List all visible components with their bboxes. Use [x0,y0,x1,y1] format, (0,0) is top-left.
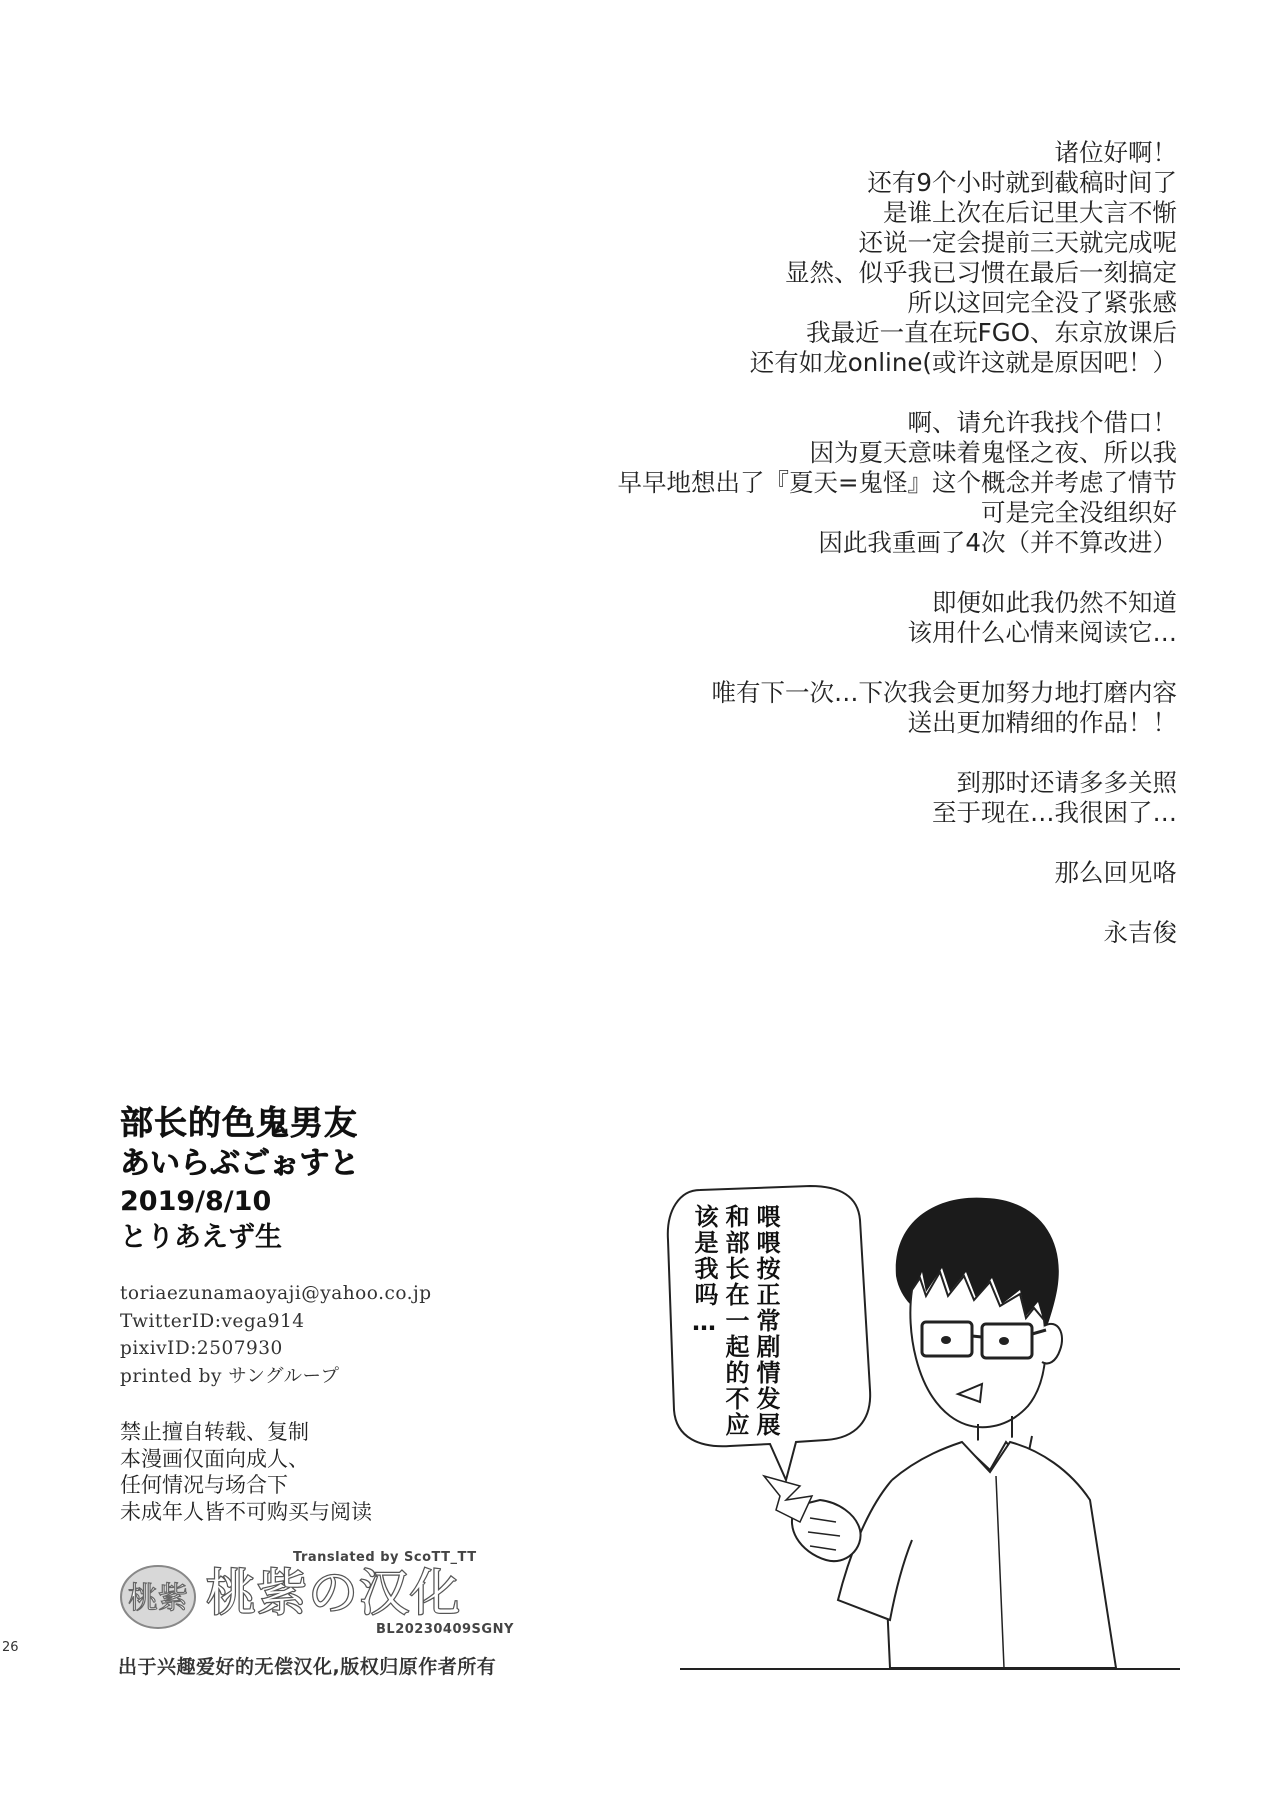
afterword-line: 诸位好啊！ [1054,138,1177,167]
author-signature: 永吉俊 [1103,918,1177,947]
speech-line: 不应该是我吗… [690,1204,749,1438]
afterword-line: 我最近一直在玩FGO、东京放课后 [806,318,1177,347]
speech-line: 和部长在一起的 [721,1204,749,1386]
afterword-line: 还说一定会提前三天就完成呢 [858,228,1177,257]
colophon [120,1102,600,1256]
afterword-line: 到那时还请多多关照 [956,768,1177,797]
translator-credit: Translated by ScoTT_TT [293,1550,477,1565]
book-title: 部长的色鬼男友 [120,1103,358,1142]
book-subtitle: あいらぶごぉすと [120,1146,360,1181]
twitter-id: TwitterID:vega914 [120,1310,305,1332]
glasses-bridge [972,1336,982,1337]
shirt-body [886,1442,1116,1668]
afterword-line: 因此我重画了4次（并不算改进） [818,528,1177,557]
group-name: 桃紫の汉化 [206,1564,461,1622]
notice-line: 禁止擅自转载、复制 [120,1420,309,1444]
notice-line: 本漫画仅面向成人、 [120,1446,309,1471]
afterword-line: 该用什么心情来阅读它… [907,618,1177,647]
left-eye [941,1336,951,1344]
publication-date: 2019/8/10 [120,1186,272,1217]
speech-text [688,1204,781,1440]
group-code: BL20230409SGNY [376,1622,514,1637]
afterword-paragraph [477,768,1177,828]
afterword-line: 至于现在…我很困了… [932,798,1177,827]
afterword-line: 唯有下一次…下次我会更加努力地打磨内容 [711,678,1177,707]
afterword-line: 即便如此我仍然不知道 [932,588,1177,617]
afterword-line: 因为夏天意味着鬼怪之夜、所以我 [809,438,1177,467]
afterword-line: 还有如龙online(或许这就是原因吧！） [749,348,1177,377]
afterword-line: 是谁上次在后记里大言不惭 [883,198,1177,227]
right-eye [999,1337,1009,1345]
notice-line: 任何情况与场合下 [120,1473,288,1497]
afterword-closing: 那么回见咯 [1054,858,1177,887]
afterword [477,138,1177,948]
afterword-paragraph [477,918,1177,948]
translation-group-logo [118,1550,518,1640]
email-address: toriaezunamaoyaji@yahoo.co.jp [120,1283,432,1304]
character-illustration [660,1180,1180,1680]
copyright-notice [120,1419,372,1525]
afterword-line: 送出更加精细的作品！！ [907,708,1177,737]
printer-credit: printed by サングループ [120,1365,340,1387]
afterword-paragraph [477,858,1177,888]
afterword-line: 所以这回完全没了紧张感 [907,288,1177,317]
illustration-baseline [680,1668,1180,1670]
afterword-line: 还有9个小时就到截稿时间了 [867,168,1177,197]
contact-info [120,1280,432,1390]
afterword-paragraph [477,678,1177,738]
afterword-paragraph [477,408,1177,558]
afterword-line: 可是完全没组织好 [981,498,1177,527]
afterword-line: 啊、请允许我找个借口！ [907,408,1177,437]
afterword-line: 早早地想出了『夏天=鬼怪』这个概念并考虑了情节 [617,468,1177,497]
pixiv-id: pixivID:2507930 [120,1338,283,1359]
circle-name: とりあえず生 [120,1222,282,1253]
afterword-paragraph [477,588,1177,648]
afterword-line: 显然、似乎我已习惯在最后一刻搞定 [785,258,1177,287]
speech-line: 喂喂按正常剧情发展 [752,1204,780,1438]
group-seal-icon [118,1562,198,1632]
translation-disclaimer: 出于兴趣爱好的无偿汉化,版权归原作者所有 [118,1656,497,1678]
seal-text: 桃紫 [128,1581,188,1616]
notice-line: 未成年人皆不可购买与阅读 [120,1499,372,1524]
afterword-paragraph [477,138,1177,378]
page-number: 26 [2,1640,19,1655]
